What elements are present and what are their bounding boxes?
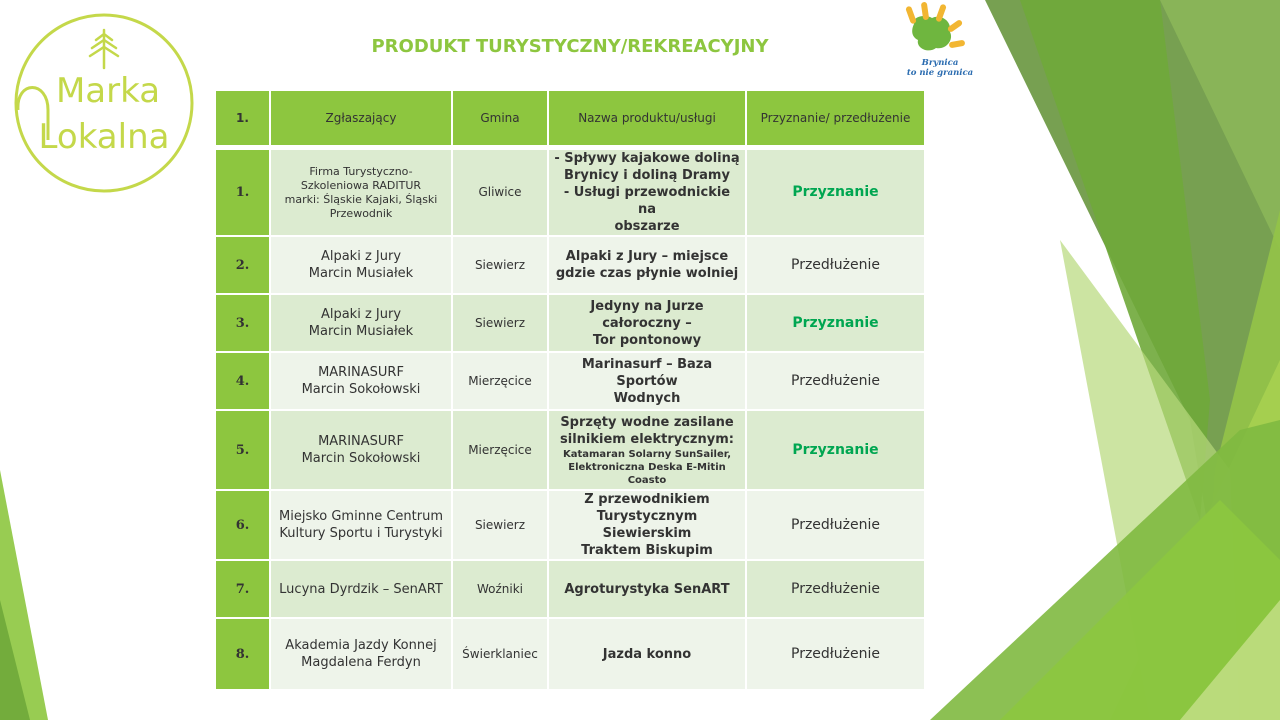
applicant-cell: [271, 561, 453, 619]
product-cell: [549, 411, 747, 491]
gmina-cell: Siewierz: [453, 237, 549, 295]
product-line: - Spływy kajakowe doliną: [554, 151, 740, 166]
applicant-cell: [271, 411, 453, 491]
table-row: [216, 561, 924, 619]
gmina-cell: Siewierz: [453, 491, 549, 561]
table-row: [216, 150, 924, 237]
product-line: całoroczny –: [602, 315, 692, 331]
product-line: Marinasurf – Baza Sportów: [581, 356, 713, 389]
row-number: 2.: [216, 237, 271, 295]
status-cell: Przedłużenie: [747, 237, 924, 295]
applicant-line: Przewodnik: [329, 206, 393, 220]
status-cell: Przedłużenie: [747, 491, 924, 561]
header-status: Przyznanie/ przedłużenie: [747, 91, 924, 150]
applicant-cell: [271, 295, 453, 353]
applicant-line: Akademia Jazdy Konnej: [285, 638, 437, 653]
row-number: 1.: [216, 150, 271, 237]
product-detail-line: Elektroniczna Deska E-Mitin: [568, 461, 726, 473]
gmina-cell: Świerklaniec: [453, 619, 549, 691]
product-line: - Usługi przewodnickie na: [563, 185, 731, 217]
table-row: [216, 237, 924, 295]
applicant-line: Alpaki z Jury: [320, 249, 402, 264]
applicant-cell: [271, 619, 453, 691]
product-cell: [549, 619, 747, 691]
row-number: 5.: [216, 411, 271, 491]
header-applicant: Zgłaszający: [271, 91, 453, 150]
table-row: [216, 411, 924, 491]
product-line: Alpaki z Jury – miejsce: [565, 249, 729, 264]
status-cell: Przyznanie: [747, 295, 924, 353]
status-cell: Przedłużenie: [747, 561, 924, 619]
gmina-cell: Siewierz: [453, 295, 549, 353]
product-cell: [549, 353, 747, 411]
product-line: Wodnych: [613, 390, 681, 406]
brynica-logo: [900, 2, 980, 82]
applicant-cell: [271, 237, 453, 295]
product-line: Jedyny na Jurze: [590, 298, 704, 314]
product-line: Jazda konno: [602, 646, 692, 662]
applicant-line: Magdalena Ferdyn: [301, 655, 421, 670]
product-line: silnikiem elektrycznym:: [560, 431, 734, 447]
status-cell: Przyznanie: [747, 150, 924, 237]
gmina-cell: Mierzęcice: [453, 411, 549, 491]
page-title: PRODUKT TURYSTYCZNY/REKREACYJNY: [371, 36, 769, 57]
row-number: 6.: [216, 491, 271, 561]
product-cell: [549, 295, 747, 353]
product-line: obszarze: [614, 219, 680, 234]
gmina-cell: Mierzęcice: [453, 353, 549, 411]
product-table: [216, 91, 924, 691]
product-cell: [549, 237, 747, 295]
applicant-line: Alpaki z Jury: [320, 307, 402, 322]
marka-lokalna-logo: [8, 10, 200, 196]
product-detail-line: Katamaran Solarny SunSailer,: [562, 448, 732, 460]
table-header-row: [216, 91, 924, 150]
status-cell: Przyznanie: [747, 411, 924, 491]
applicant-line: Marcin Sokołowski: [301, 451, 421, 466]
table-row: [216, 619, 924, 691]
product-detail-line: Coasto: [627, 474, 667, 486]
svg-text:Marka: Marka: [55, 71, 161, 111]
product-line: gdzie czas płynie wolniej: [555, 266, 739, 281]
status-cell: Przedłużenie: [747, 353, 924, 411]
applicant-line: Miejsko Gminne Centrum: [279, 509, 443, 524]
applicant-line: Szkoleniowa RADITUR: [300, 178, 422, 192]
product-line: Agroturystyka SenART: [564, 581, 730, 597]
product-line: Sprzęty wodne zasilane: [560, 414, 734, 430]
table-row: [216, 295, 924, 353]
applicant-cell: [271, 353, 453, 411]
applicant-line: marki: Śląskie Kajaki, Śląski: [284, 192, 438, 206]
product-cell: [549, 491, 747, 561]
header-product: Nazwa produktu/usługi: [549, 91, 747, 150]
row-number: 8.: [216, 619, 271, 691]
gmina-cell: Gliwice: [453, 150, 549, 237]
product-cell: [549, 150, 747, 237]
product-cell: [549, 561, 747, 619]
header-gmina: Gmina: [453, 91, 549, 150]
product-line: Brynicy i doliną Dramy: [564, 168, 730, 183]
applicant-line: MARINASURF: [318, 365, 404, 380]
brand-line-2: to nie granica: [906, 68, 974, 78]
svg-text:Lokalna: Lokalna: [38, 117, 170, 157]
applicant-line: Marcin Sokołowski: [301, 382, 421, 397]
row-number: 3.: [216, 295, 271, 353]
applicant-line: Kultury Sportu i Turystyki: [279, 526, 443, 541]
table-row: [216, 353, 924, 411]
gmina-cell: Woźniki: [453, 561, 549, 619]
product-line: Tor pontonowy: [592, 332, 702, 348]
applicant-line: MARINASURF: [318, 434, 404, 449]
applicant-cell: [271, 150, 453, 237]
brand-line-1: Brynica: [921, 58, 959, 68]
applicant-line: Firma Turystyczno-: [309, 164, 413, 178]
row-number: 7.: [216, 561, 271, 619]
header-number: 1.: [216, 91, 271, 150]
applicant-line: Lucyna Dyrdzik – SenART: [279, 581, 443, 597]
product-line: Traktem Biskupim: [581, 543, 713, 558]
status-cell: Przedłużenie: [747, 619, 924, 691]
product-line: Turystycznym Siewierskim: [596, 509, 698, 541]
applicant-line: Marcin Musiałek: [308, 266, 414, 281]
applicant-line: Marcin Musiałek: [308, 324, 414, 339]
applicant-cell: [271, 491, 453, 561]
table-row: [216, 491, 924, 561]
product-line: Z przewodnikiem: [584, 492, 710, 507]
row-number: 4.: [216, 353, 271, 411]
